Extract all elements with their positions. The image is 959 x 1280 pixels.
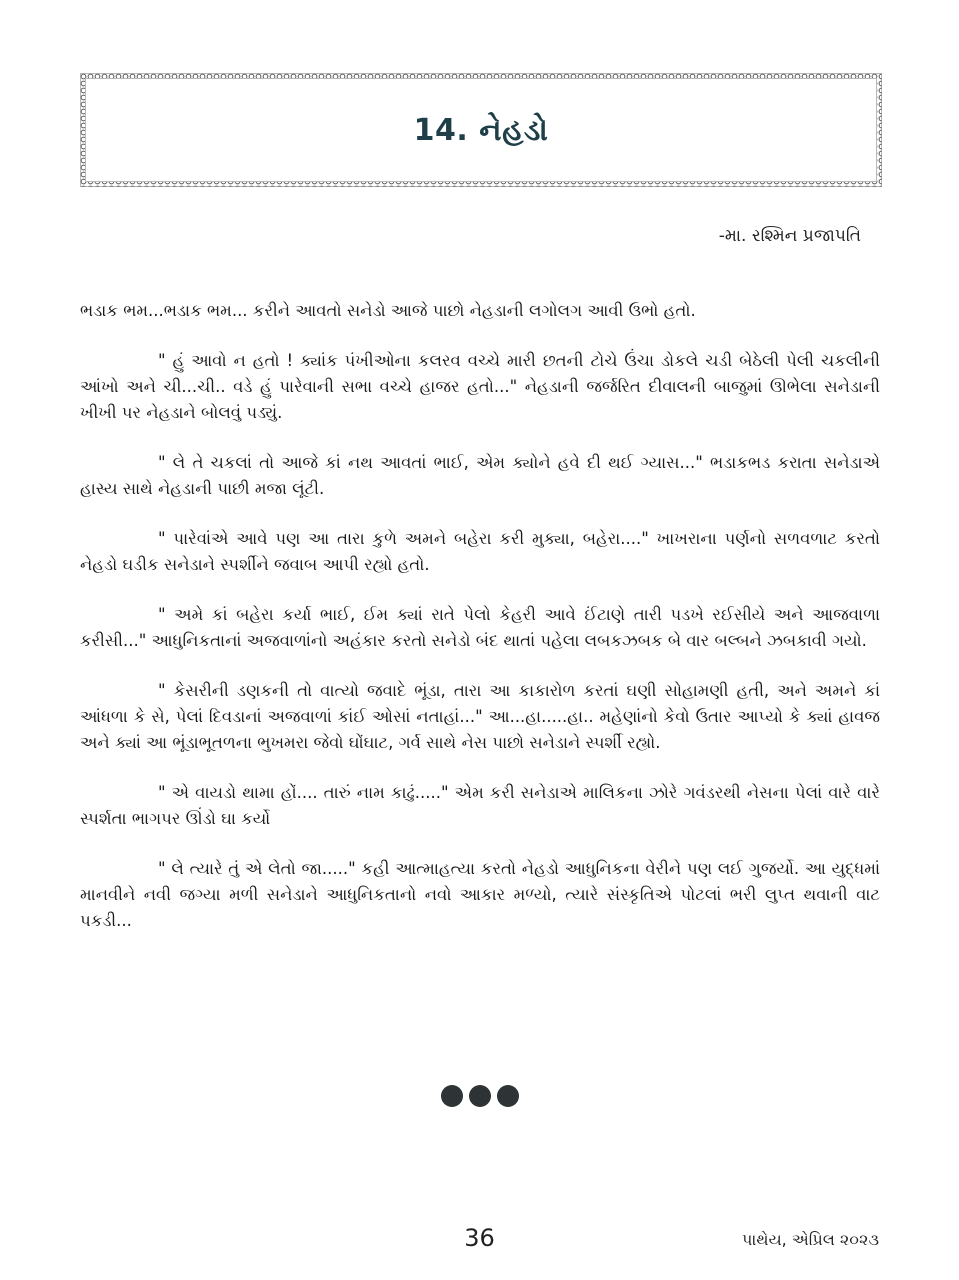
story-body (80, 298, 880, 958)
title-frame (80, 73, 882, 187)
paragraph: " અમે કાં બહેરા કર્યા ભાઈ, ઈમ ક્યાં રાતે પેલો કેહરી આવે ઈંટાણે તારી પડખે રઈસીયે અને આજવાળા કરીસી..." આધુનિકતાનાં અજવાળાંનો અહંકાર કરતો સનેડો બંદ થાતાં પહેલા લબકઝબક બે વાર બલ્બને ઝબકાવી ગયો. (80, 605, 880, 650)
author-byline: -મા. રશ્મિન પ્રજાપતિ (718, 226, 861, 246)
paragraph: " કેસરીની ડણકની તો વાત્યો જવાદે ભૂંડા, તારા આ કાકારોળ કરતાં ઘણી સોહામણી હતી, અને અમને કાં આંધળા કે સે, પેલાં દિવડાનાં અજવાળાં કાંઈ ઓસાં નતાહાં..." આ...હા.....હા.. મહેણાંનો કેવો ઉતાર આપ્યો કે ક્યાં હાવજ અને ક્યાં આ ભૂંડાભૂતળના ભુખમરા જેવો ઘોંઘાટ, ગર્વ સાથે નેસ પાછો સનેડાને સ્પર્શી રહ્યો. (80, 681, 880, 752)
page-title: 14. નેહડો (413, 112, 549, 148)
end-ornament (441, 1085, 519, 1107)
paragraph: " એ વાયડો થામા હોં.... તારું નામ કાઢું....." એમ કરી સનેડાએ માલિકના ઝોરે ગવંડરથી નેસના પેલાં વારે વારે સ્પર્શતા ભાગપર ઊંડો ઘા કર્યો (80, 783, 880, 828)
dot-icon (497, 1085, 519, 1107)
paragraph: " પારેવાંએ આવે પણ આ તારા કુળે અમને બહેરા કરી મુક્યા, બહેરા...." ખાખરાના પર્ણનો સળવળાટ કરતો નેહડો ઘડીક સનેડાને સ્પર્શીને જવાબ આપી રહ્યો હતો. (80, 529, 880, 574)
paragraph: ભડાક ભમ...ભડાક ભમ... કરીને આવતો સનેડો આજે પાછો નેહડાની લગોલગ આવી ઉભો હતો. (80, 301, 696, 320)
paragraph: " હું આવો ન હતો ! ક્યાંક પંખીઓના કલરવ વચ્ચે મારી છતની ટોચે ઉંચા ડોકલે ચડી બેઠેલી પેલી ચકલીની આંખો અને ચી...ચી.. વડે હું પારેવાની સભા વચ્ચે હાજર હતો..." નેહડાની જર્જરિત દીવાલની બાજુમાં ઊભેલા સનેડાની ખીખી પર નેહડાને બોલવું પડ્યું. (80, 351, 880, 422)
publication-footer: પાથેય, એપ્રિલ ૨૦૨૩ (742, 1230, 879, 1249)
paragraph: " લે તે ચકલાં તો આજે કાં નથ આવતાં ભાઈ, એમ ક્યોને હવે દી થઈ ગ્યાસ..." ભડાકભડ કરાતા સનેડાએ હાસ્ય સાથે નેહડાની પાછી મજા લૂંટી. (80, 453, 880, 498)
paragraph: " લે ત્યારે તું એ લેતો જા....." કહી આત્માહત્યા કરતો નેહડો આધુનિકના વેરીને પણ લઈ ગુજર્યો. આ યુદ્ધમાં માનવીને નવી જગ્યા મળી સનેડાને આધુનિકતાનો નવો આકાર મળ્યો, ત્યારે સંસ્કૃતિએ પોટલાં ભરી લુપ્ત થવાની વાટ પકડી... (80, 859, 880, 930)
dot-icon (441, 1085, 463, 1107)
dot-icon (469, 1085, 491, 1107)
page-number: 36 (464, 1224, 495, 1252)
